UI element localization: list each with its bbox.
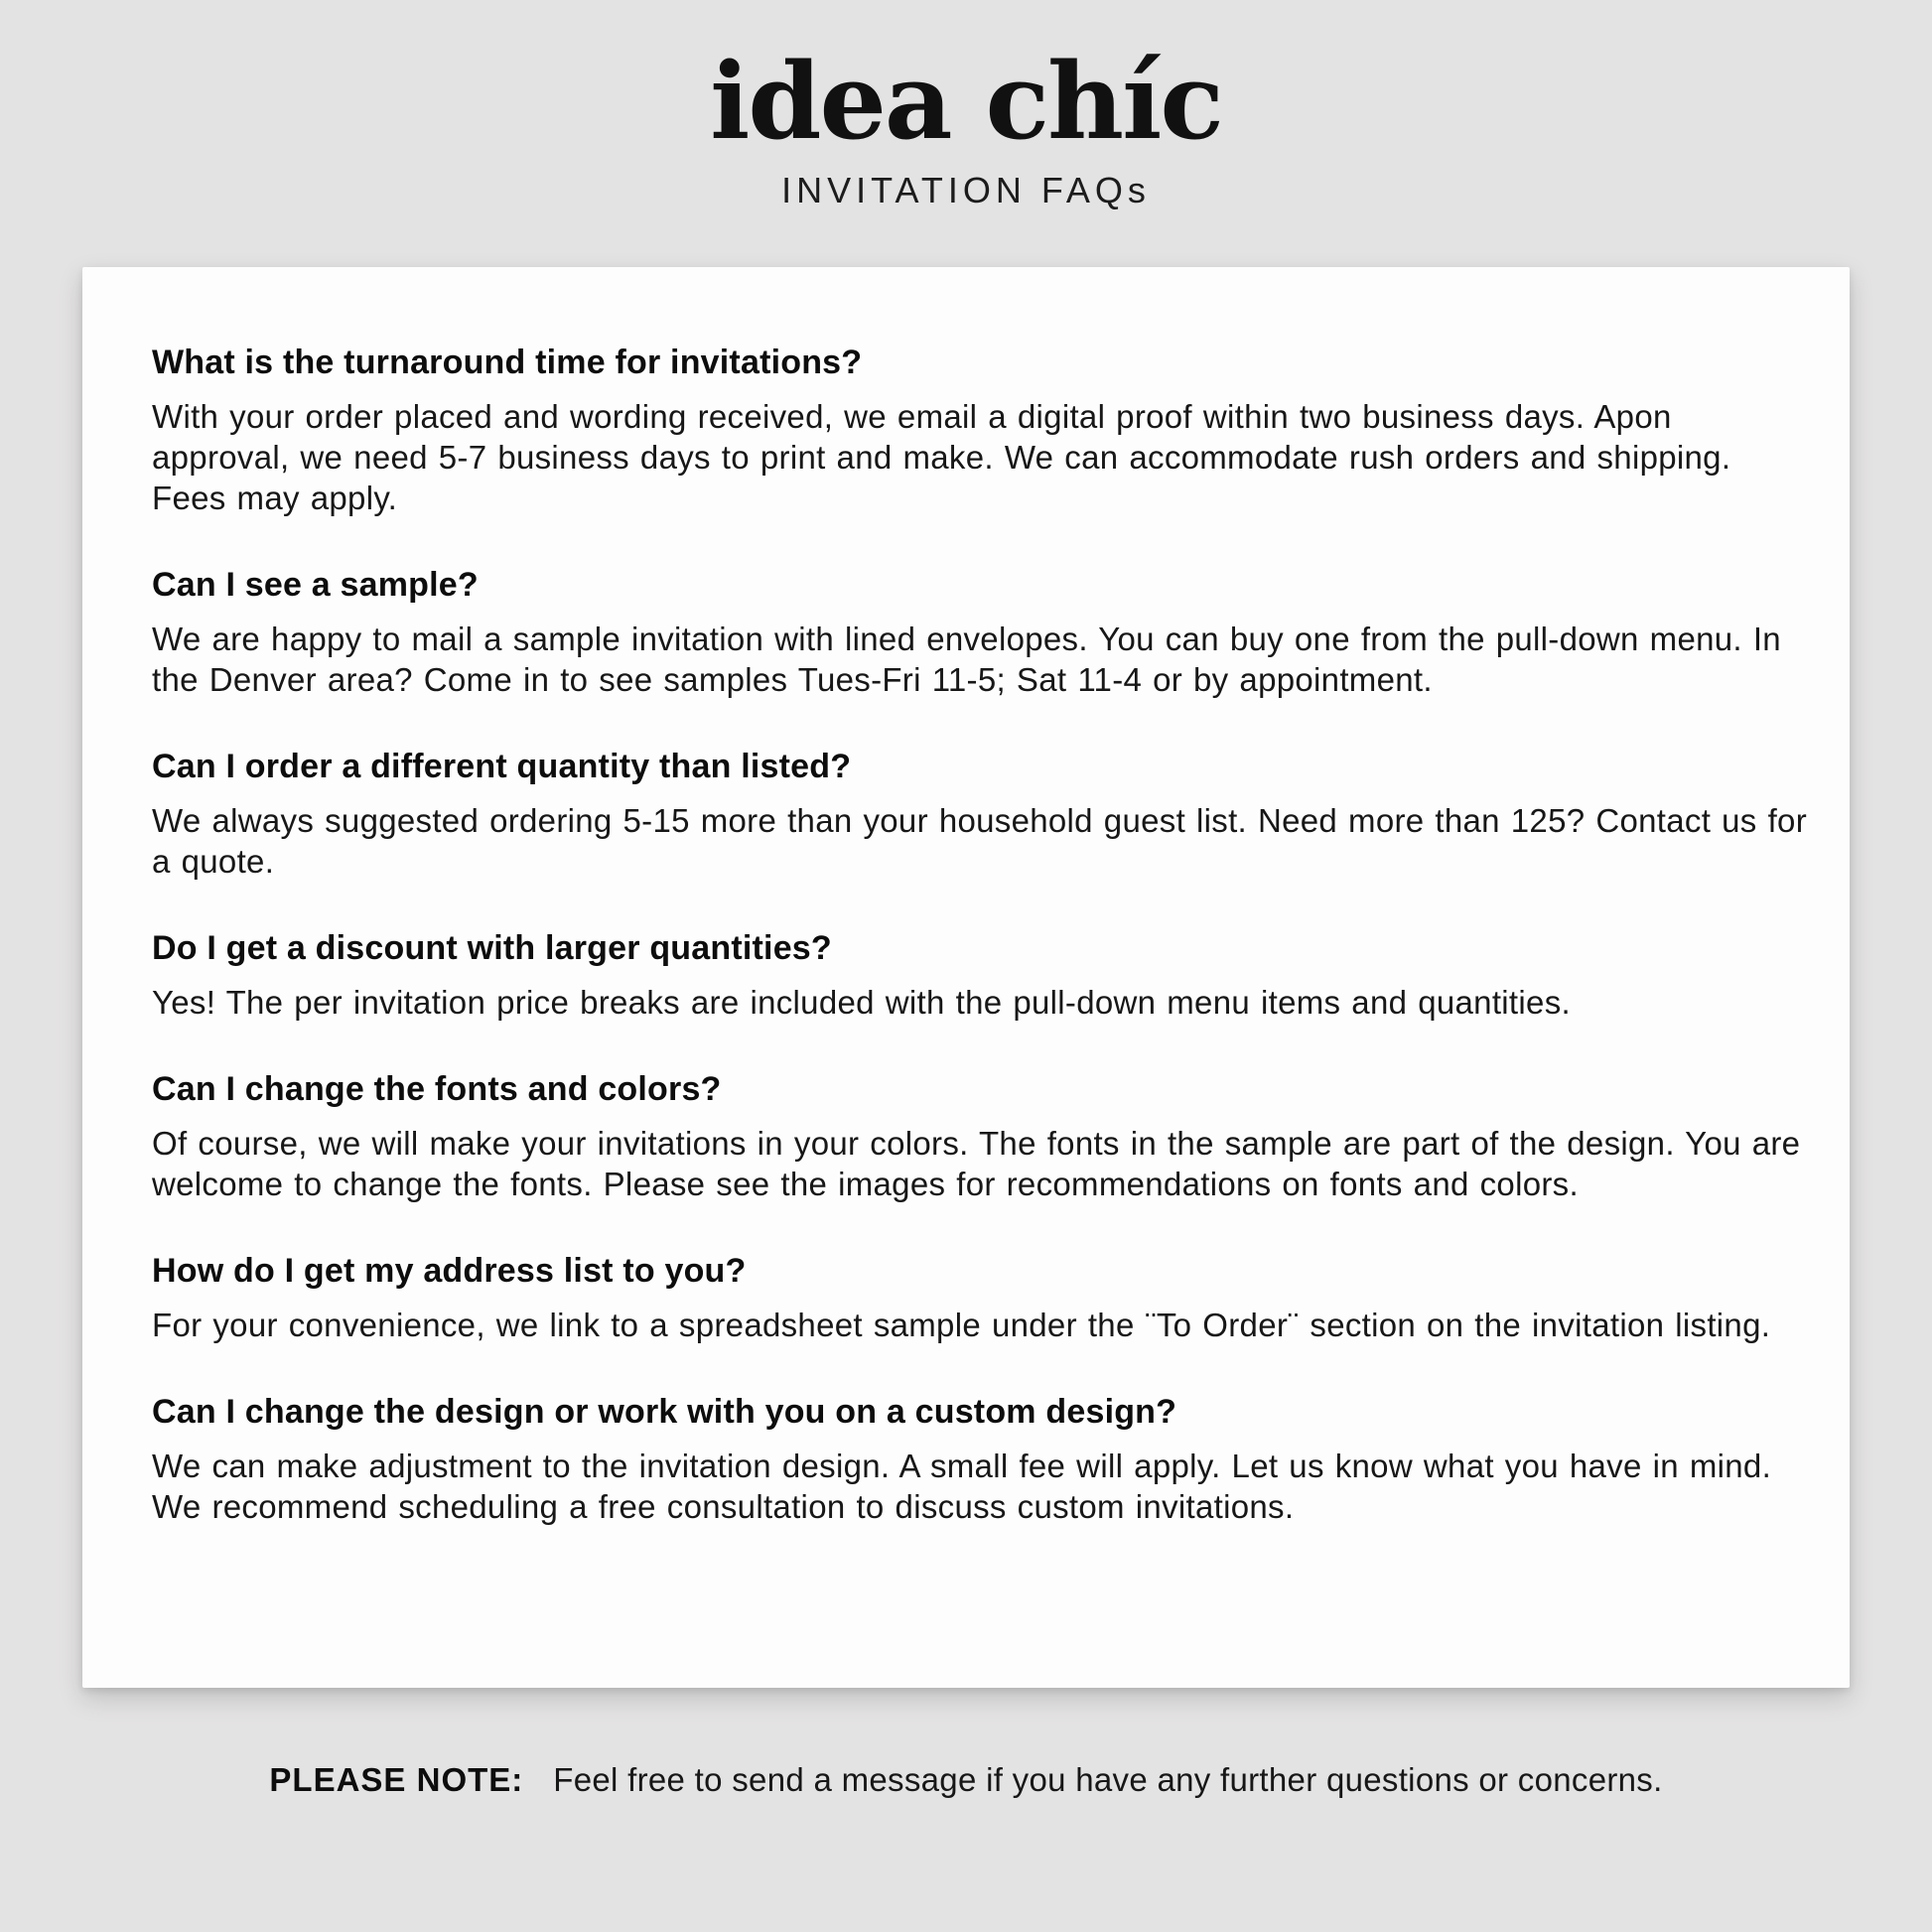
faq-answer: We can make adjustment to the invitation design. A small fee will apply. Let us know what you have in mind. We recommend scheduling a free consultation to discuss custom invitations. [152, 1448, 1772, 1526]
faq-answer: Of course, we will make your invitations in your colors. The fonts in the sample are part of the design. You are welcome to change the fonts. Please see the images for recommendations on fonts and colors. [152, 1125, 1801, 1203]
faq-answer: We are happy to mail a sample invitation with lined envelopes. You can buy one from the pull-down menu. In the Denver area? Come in to see samples Tues-Fri 11-5; Sat 11-4 or by appointment. [152, 621, 1781, 699]
faq-item [152, 747, 1814, 882]
faq-question: Can I change the fonts and colors? [152, 1070, 722, 1109]
brand-logo: idea chíc [710, 39, 1222, 163]
faq-answer: Yes! The per invitation price breaks are included with the pull-down menu items and quantities. [152, 984, 1571, 1022]
faq-question: Can I see a sample? [152, 566, 479, 605]
note-text: Feel free to send a message if you have any further questions or concerns. [553, 1761, 1663, 1799]
faq-item [152, 343, 1814, 518]
faq-answer: We always suggested ordering 5-15 more than your household guest list. Need more than 125? Contact us for a quote. [152, 802, 1807, 881]
header [0, 0, 1932, 211]
faq-question: Can I order a different quantity than listed? [152, 748, 852, 786]
note-label: PLEASE NOTE: [269, 1761, 524, 1799]
faq-question: What is the turnaround time for invitations? [152, 344, 863, 382]
faq-item [152, 1392, 1814, 1527]
faq-item [152, 1251, 1814, 1345]
faq-card [82, 267, 1850, 1688]
footer-note [0, 1761, 1932, 1799]
page-title: INVITATION FAQs [781, 170, 1151, 211]
faq-list [152, 343, 1814, 1527]
faq-question: Do I get a discount with larger quantities? [152, 929, 832, 968]
faq-question: How do I get my address list to you? [152, 1252, 747, 1291]
faq-item [152, 1069, 1814, 1204]
faq-question: Can I change the design or work with you on a custom design? [152, 1393, 1177, 1432]
faq-answer: For your convenience, we link to a spreadsheet sample under the ¨To Order¨ section on the invitation listing. [152, 1307, 1771, 1344]
faq-answer: With your order placed and wording received, we email a digital proof within two business days. Apon approval, we need 5-7 business days to print and make. We can accommodate rush orders and shipping. Fees may apply. [152, 398, 1731, 517]
faq-item [152, 565, 1814, 700]
faq-item [152, 928, 1814, 1023]
